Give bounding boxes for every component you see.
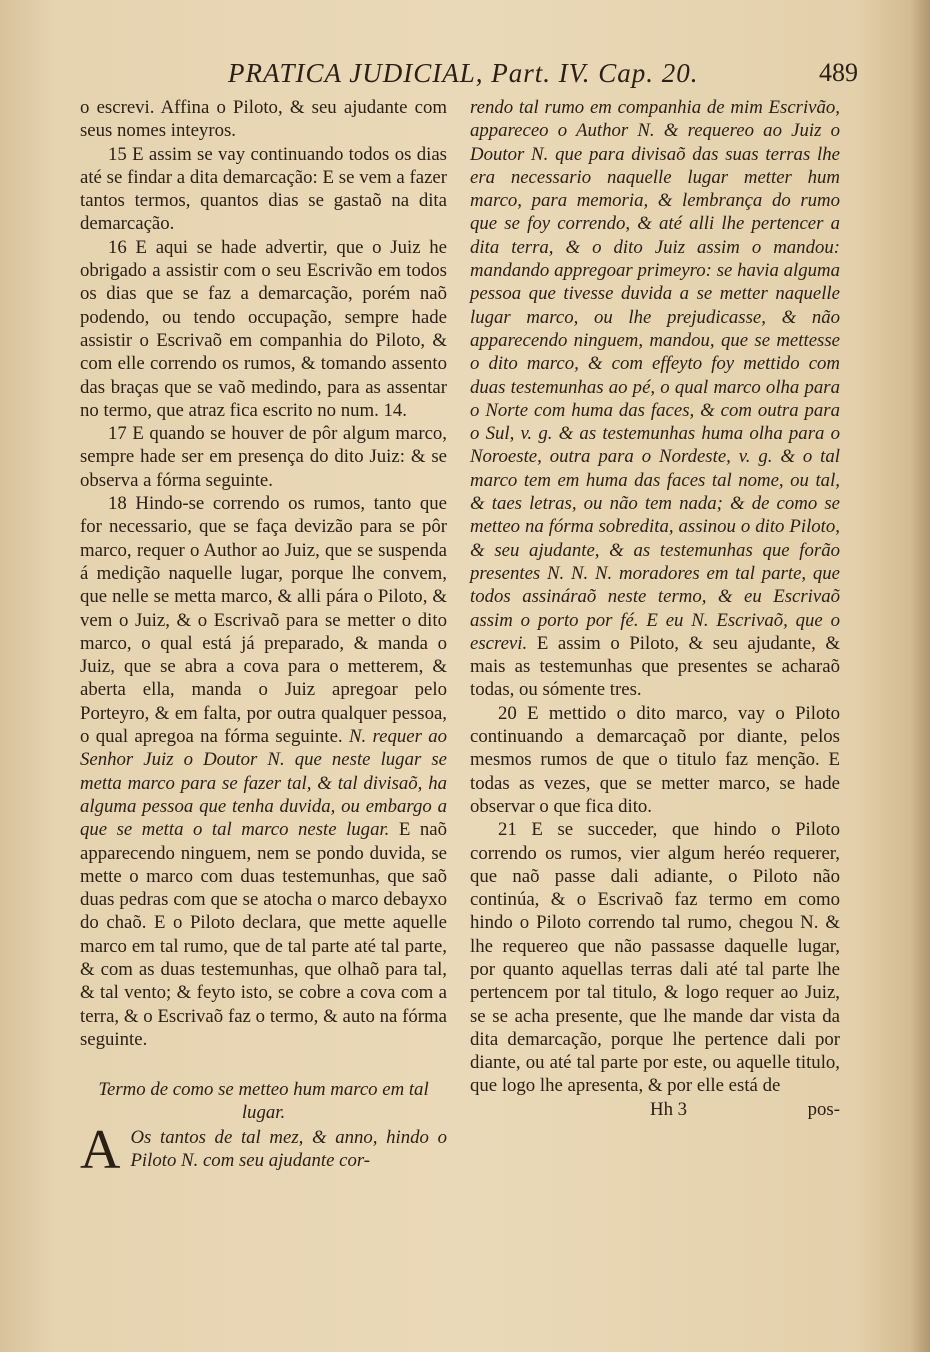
form-paragraph-text: Os tantos de tal mez, & anno, hindo o Piloto N. com seu ajudante cor-	[130, 1126, 447, 1172]
paragraph-16: 16 E aqui se hade advertir, que o Juiz he obrigado a assistir com o seu Escrivão em todos os dias que se faz a demarcação, porém naõ podendo, ou tendo occupação, sempre hade assistir o Escrivaõ em companhia do Piloto, & com elle correndo os rumos, & tomando assento das braças que se vaõ medindo, para as assentar no termo, que atraz fica escrito no num. 14.	[80, 236, 447, 421]
running-head: PRATICA JUDICIAL, Part. IV. Cap. 20.	[228, 58, 699, 88]
paragraph-continued	[470, 96, 840, 702]
left-column	[80, 96, 447, 1181]
form-text: rendo tal rumo em companhia de mim Escrivão, appareceo o Author N. & requereo ao Juiz o Doutor N. que para divisaõ das suas terras lhe era necessario naquelle lugar metter hum marco, para memoria, & lembrança do rumo que se foy correndo, & até alli lhe pertencer a dita terra, & o dito Juiz assim o mandou: mandando appregoar primeyro: se havia alguma pessoa que tivesse duvida a se metter naquelle lugar marco, ou lhe prejudicasse, & não apparecendo ninguem, mandou, que se mettesse o dito marco, & com effeyto foy mettido com duas testemunhas ao pé, o qual marco olha para o Norte com huma das faces, & com outra para o Sul, v. g. & as testemunhas huma olha para o Noroeste, outra para o Nordeste, v. g. & o tal marco tem em huma das faces tal nome, ou tal, & taes letras, ou não tem nada; & de como se metteo na fórma sobredita, assinou o dito Piloto, & seu ajudante, & as testemunhas que forão presentes N. N. N. moradores em tal parte, que todos assináraõ neste termo, & eu Escrivaõ assim o porto por fé. E eu N. Escrivaõ, que o escrevi.	[470, 97, 840, 654]
paragraph-15: 15 E assim se vay continuando todos os dias até se findar a dita demarcação: E se vem a fazer tantos termos, quantos dias se gastaõ na dita demarcação.	[80, 143, 447, 235]
section-title: Termo de como se metteo hum marco em tal lugar.	[98, 1079, 429, 1124]
page-header	[228, 58, 858, 94]
paragraph-18-end: E naõ apparecendo ninguem, nem se pondo duvida, se mette o marco com duas testemunhas, que saõ duas pedras com que se atocha o marco debayxo do chaõ. E o Piloto declara, que mette aquelle marco em tal rumo, que de tal parte até tal parte, & com as duas testemunhas, que olhaõ para tal, & tal vento; & feyto isto, se cobre a cova com a terra, & o Escrivaõ faz o termo, & auto na fórma seguinte.	[80, 819, 447, 1050]
form-text-end: E assim o Piloto, & seu ajudante, & mais as testemunhas que presentes se acharaõ todas, ou sómente tres.	[470, 632, 841, 701]
proclamation-text: N. requer ao Senhor Juiz o Doutor N. que neste lugar se metta marco para se fazer tal, & tal divisaõ, ha alguma pessoa que tenha duvida, ou embargo a que se metta o tal marco neste lugar.	[80, 726, 447, 841]
paragraph-17: 17 E quando se houver de pôr algum marco, sempre hade ser em presença do dito Juiz: & se observa a fórma seguinte.	[80, 423, 447, 491]
signature-mark: Hh 3	[650, 1098, 688, 1120]
paragraph-21: 21 E se succeder, que hindo o Piloto correndo os rumos, vier algum heréo requerer, que naõ passe dali adiante, o Piloto não continúa, & o Escrivaõ faz termo em como hindo o Piloto correndo tal rumo, chegou N. & lhe requereo que não passasse daquelle lugar, por quanto aquellas terras dali até tal parte lhe pertencem por tal titulo, & logo requer ao Juiz, se se acha presente, que lhe mande dar vista da dita demarcação, porque lhe pertence dali por diante, ou até tal parte por este, ou aquelle titulo, que logo lhe apresenta, & por elle está de	[470, 819, 840, 1097]
paragraph-18-text: 18 Hindo-se correndo os rumos, tanto que for necessario, que se faça devizão para se pôr marco, requer o Author ao Juiz, que se suspenda á medição naquelle lugar, porque lhe convem, que nelle se metta marco, & alli pára o Piloto, & vem o Juiz, & o Escrivaõ para se metter o dito marco, o qual está já preparado, & manda o Juiz, que se abra a cova para o metterem, & aberta ella, manda o Juiz apregoar pelo Porteyro, & em falta, por outra qualquer pessoa, o qual apregoa na fórma seguinte.	[80, 493, 447, 748]
form-paragraph	[80, 1118, 447, 1181]
catchword: pos-	[807, 1098, 840, 1120]
page-number: 489	[819, 58, 858, 87]
paragraph-20: 20 E mettido o dito marco, vay o Piloto continuando a demarcaçaõ por diante, pelos mesmos rumos de que o titulo faz menção. E todas as vezes, que se metter marco, se hade observar o que fica dito.	[470, 702, 840, 817]
paragraph: o escrevi. Affina o Piloto, & seu ajudante com seus nomes inteyros.	[80, 97, 447, 142]
page-footer	[470, 1098, 840, 1121]
right-column	[470, 96, 840, 1121]
paragraph-18	[80, 492, 447, 1051]
drop-cap: A	[80, 1118, 121, 1181]
